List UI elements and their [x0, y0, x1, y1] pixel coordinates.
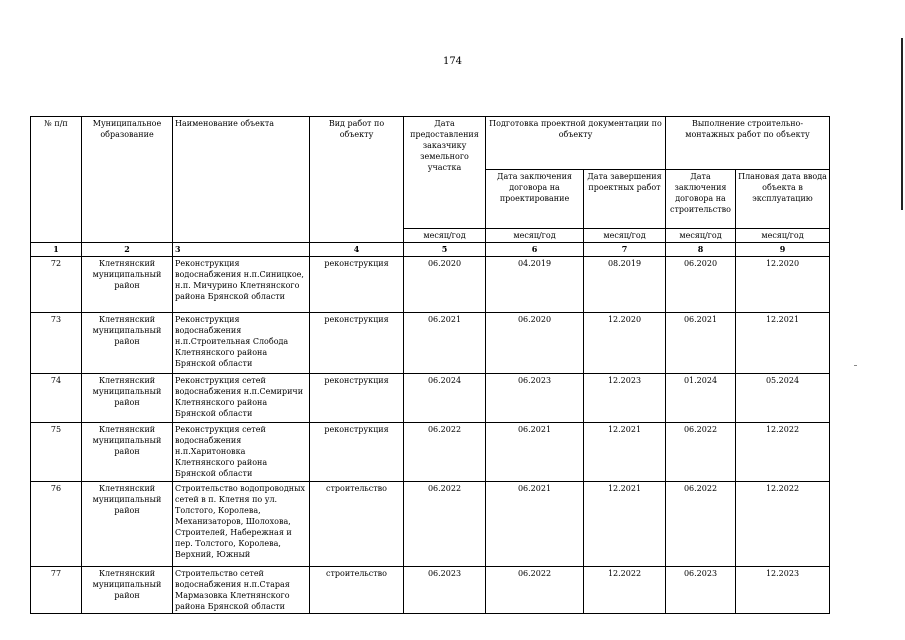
- column-number: 8: [666, 243, 736, 257]
- column-number: 2: [82, 243, 173, 257]
- construction-contract-date-cell: 06.2022: [666, 482, 736, 567]
- design-complete-date-cell: 12.2020: [584, 313, 666, 374]
- header-group-construction: Выполнение строительно-монтажных работ по объекту: [666, 117, 830, 170]
- row-number-cell: 75: [31, 423, 82, 482]
- header-row: [31, 117, 830, 170]
- header-group-design: Подготовка проектной документации по объекту: [486, 117, 666, 170]
- table-row: [31, 374, 830, 423]
- subheader-construction-contract: Дата заключения договора на строительство: [666, 170, 736, 229]
- design-complete-date-cell: 12.2021: [584, 482, 666, 567]
- construction-contract-date-cell: 06.2022: [666, 423, 736, 482]
- subheader-design-complete: Дата завершения проектных работ: [584, 170, 666, 229]
- row-number-cell: 73: [31, 313, 82, 374]
- unit-cell: месяц/год: [736, 229, 830, 243]
- commissioning-date-cell: 12.2023: [736, 567, 830, 614]
- unit-cell: месяц/год: [666, 229, 736, 243]
- construction-contract-date-cell: 06.2023: [666, 567, 736, 614]
- column-number: 3: [173, 243, 310, 257]
- land-date-cell: 06.2022: [404, 482, 486, 567]
- design-contract-date-cell: 06.2021: [486, 482, 584, 567]
- work-type-cell: строительство: [310, 482, 404, 567]
- subheader-commissioning: Плановая дата ввода объекта в эксплуатацию: [736, 170, 830, 229]
- row-number-cell: 76: [31, 482, 82, 567]
- work-type-cell: реконструкция: [310, 257, 404, 313]
- design-complete-date-cell: 12.2023: [584, 374, 666, 423]
- column-number: 9: [736, 243, 830, 257]
- table-row: [31, 567, 830, 614]
- unit-cell: месяц/год: [404, 229, 486, 243]
- column-number: 4: [310, 243, 404, 257]
- municipality-cell: Клетнянский муниципальный район: [82, 567, 173, 614]
- table-row: [31, 482, 830, 567]
- construction-contract-date-cell: 01.2024: [666, 374, 736, 423]
- header-cell-work-type: Вид работ по объекту: [310, 117, 404, 243]
- unit-cell: месяц/год: [584, 229, 666, 243]
- subheader-design-contract: Дата заключения договора на проектирование: [486, 170, 584, 229]
- commissioning-date-cell: 12.2020: [736, 257, 830, 313]
- commissioning-date-cell: 12.2022: [736, 423, 830, 482]
- design-contract-date-cell: 06.2020: [486, 313, 584, 374]
- header-cell-number: № п/п: [31, 117, 82, 243]
- object-name-cell: Строительство водопроводных сетей в п. Клетня по ул. Толстого, Королева, Механизаторов, Шолохова, Строителей, Набережная и пер. Толстого, Королева, Верхний, Южный: [173, 482, 310, 567]
- object-name-cell: Строительство сетей водоснабжения н.п.Старая Мармазовка Клетнянского района Брянской области: [173, 567, 310, 614]
- object-name-cell: Реконструкция сетей водоснабжения н.п.Семиричи Клетнянского района Брянской области: [173, 374, 310, 423]
- design-complete-date-cell: 08.2019: [584, 257, 666, 313]
- row-number-cell: 77: [31, 567, 82, 614]
- work-type-cell: строительство: [310, 567, 404, 614]
- design-complete-date-cell: 12.2022: [584, 567, 666, 614]
- table-row: [31, 423, 830, 482]
- municipality-cell: Клетнянский муниципальный район: [82, 257, 173, 313]
- column-number: 7: [584, 243, 666, 257]
- design-complete-date-cell: 12.2021: [584, 423, 666, 482]
- commissioning-date-cell: 05.2024: [736, 374, 830, 423]
- column-number: 1: [31, 243, 82, 257]
- object-name-cell: Реконструкция водоснабжения н.п.Строительная Слобода Клетнянского района Брянской области: [173, 313, 310, 374]
- row-number-cell: 74: [31, 374, 82, 423]
- table-row: [31, 313, 830, 374]
- municipality-cell: Клетнянский муниципальный район: [82, 374, 173, 423]
- table-row: [31, 257, 830, 313]
- column-number: 6: [486, 243, 584, 257]
- land-date-cell: 06.2020: [404, 257, 486, 313]
- object-name-cell: Реконструкция водоснабжения н.п.Синицкое, н.п. Мичурино Клетнянского района Брянской области: [173, 257, 310, 313]
- design-contract-date-cell: 06.2022: [486, 567, 584, 614]
- header-cell-object-name: Наименование объекта: [173, 117, 310, 243]
- commissioning-date-cell: 12.2021: [736, 313, 830, 374]
- scan-speck: [854, 365, 857, 366]
- municipality-cell: Клетнянский муниципальный район: [82, 423, 173, 482]
- column-number: 5: [404, 243, 486, 257]
- scan-edge-line: [901, 38, 903, 210]
- header-cell-municipality: Муниципальное образование: [82, 117, 173, 243]
- unit-cell: месяц/год: [486, 229, 584, 243]
- municipality-cell: Клетнянский муниципальный район: [82, 482, 173, 567]
- land-date-cell: 06.2021: [404, 313, 486, 374]
- work-type-cell: реконструкция: [310, 313, 404, 374]
- data-table: [30, 116, 830, 614]
- design-contract-date-cell: 06.2021: [486, 423, 584, 482]
- commissioning-date-cell: 12.2022: [736, 482, 830, 567]
- land-date-cell: 06.2024: [404, 374, 486, 423]
- header-cell-land-date: Дата предоставления заказчику земельного участка: [404, 117, 486, 229]
- work-type-cell: реконструкция: [310, 374, 404, 423]
- page-number: 174: [442, 56, 463, 67]
- design-contract-date-cell: 06.2023: [486, 374, 584, 423]
- municipality-cell: Клетнянский муниципальный район: [82, 313, 173, 374]
- land-date-cell: 06.2023: [404, 567, 486, 614]
- construction-contract-date-cell: 06.2020: [666, 257, 736, 313]
- object-name-cell: Реконструкция сетей водоснабжения н.п.Харитоновка Клетнянского района Брянской области: [173, 423, 310, 482]
- column-number-row: [31, 243, 830, 257]
- row-number-cell: 72: [31, 257, 82, 313]
- construction-contract-date-cell: 06.2021: [666, 313, 736, 374]
- design-contract-date-cell: 04.2019: [486, 257, 584, 313]
- work-type-cell: реконструкция: [310, 423, 404, 482]
- land-date-cell: 06.2022: [404, 423, 486, 482]
